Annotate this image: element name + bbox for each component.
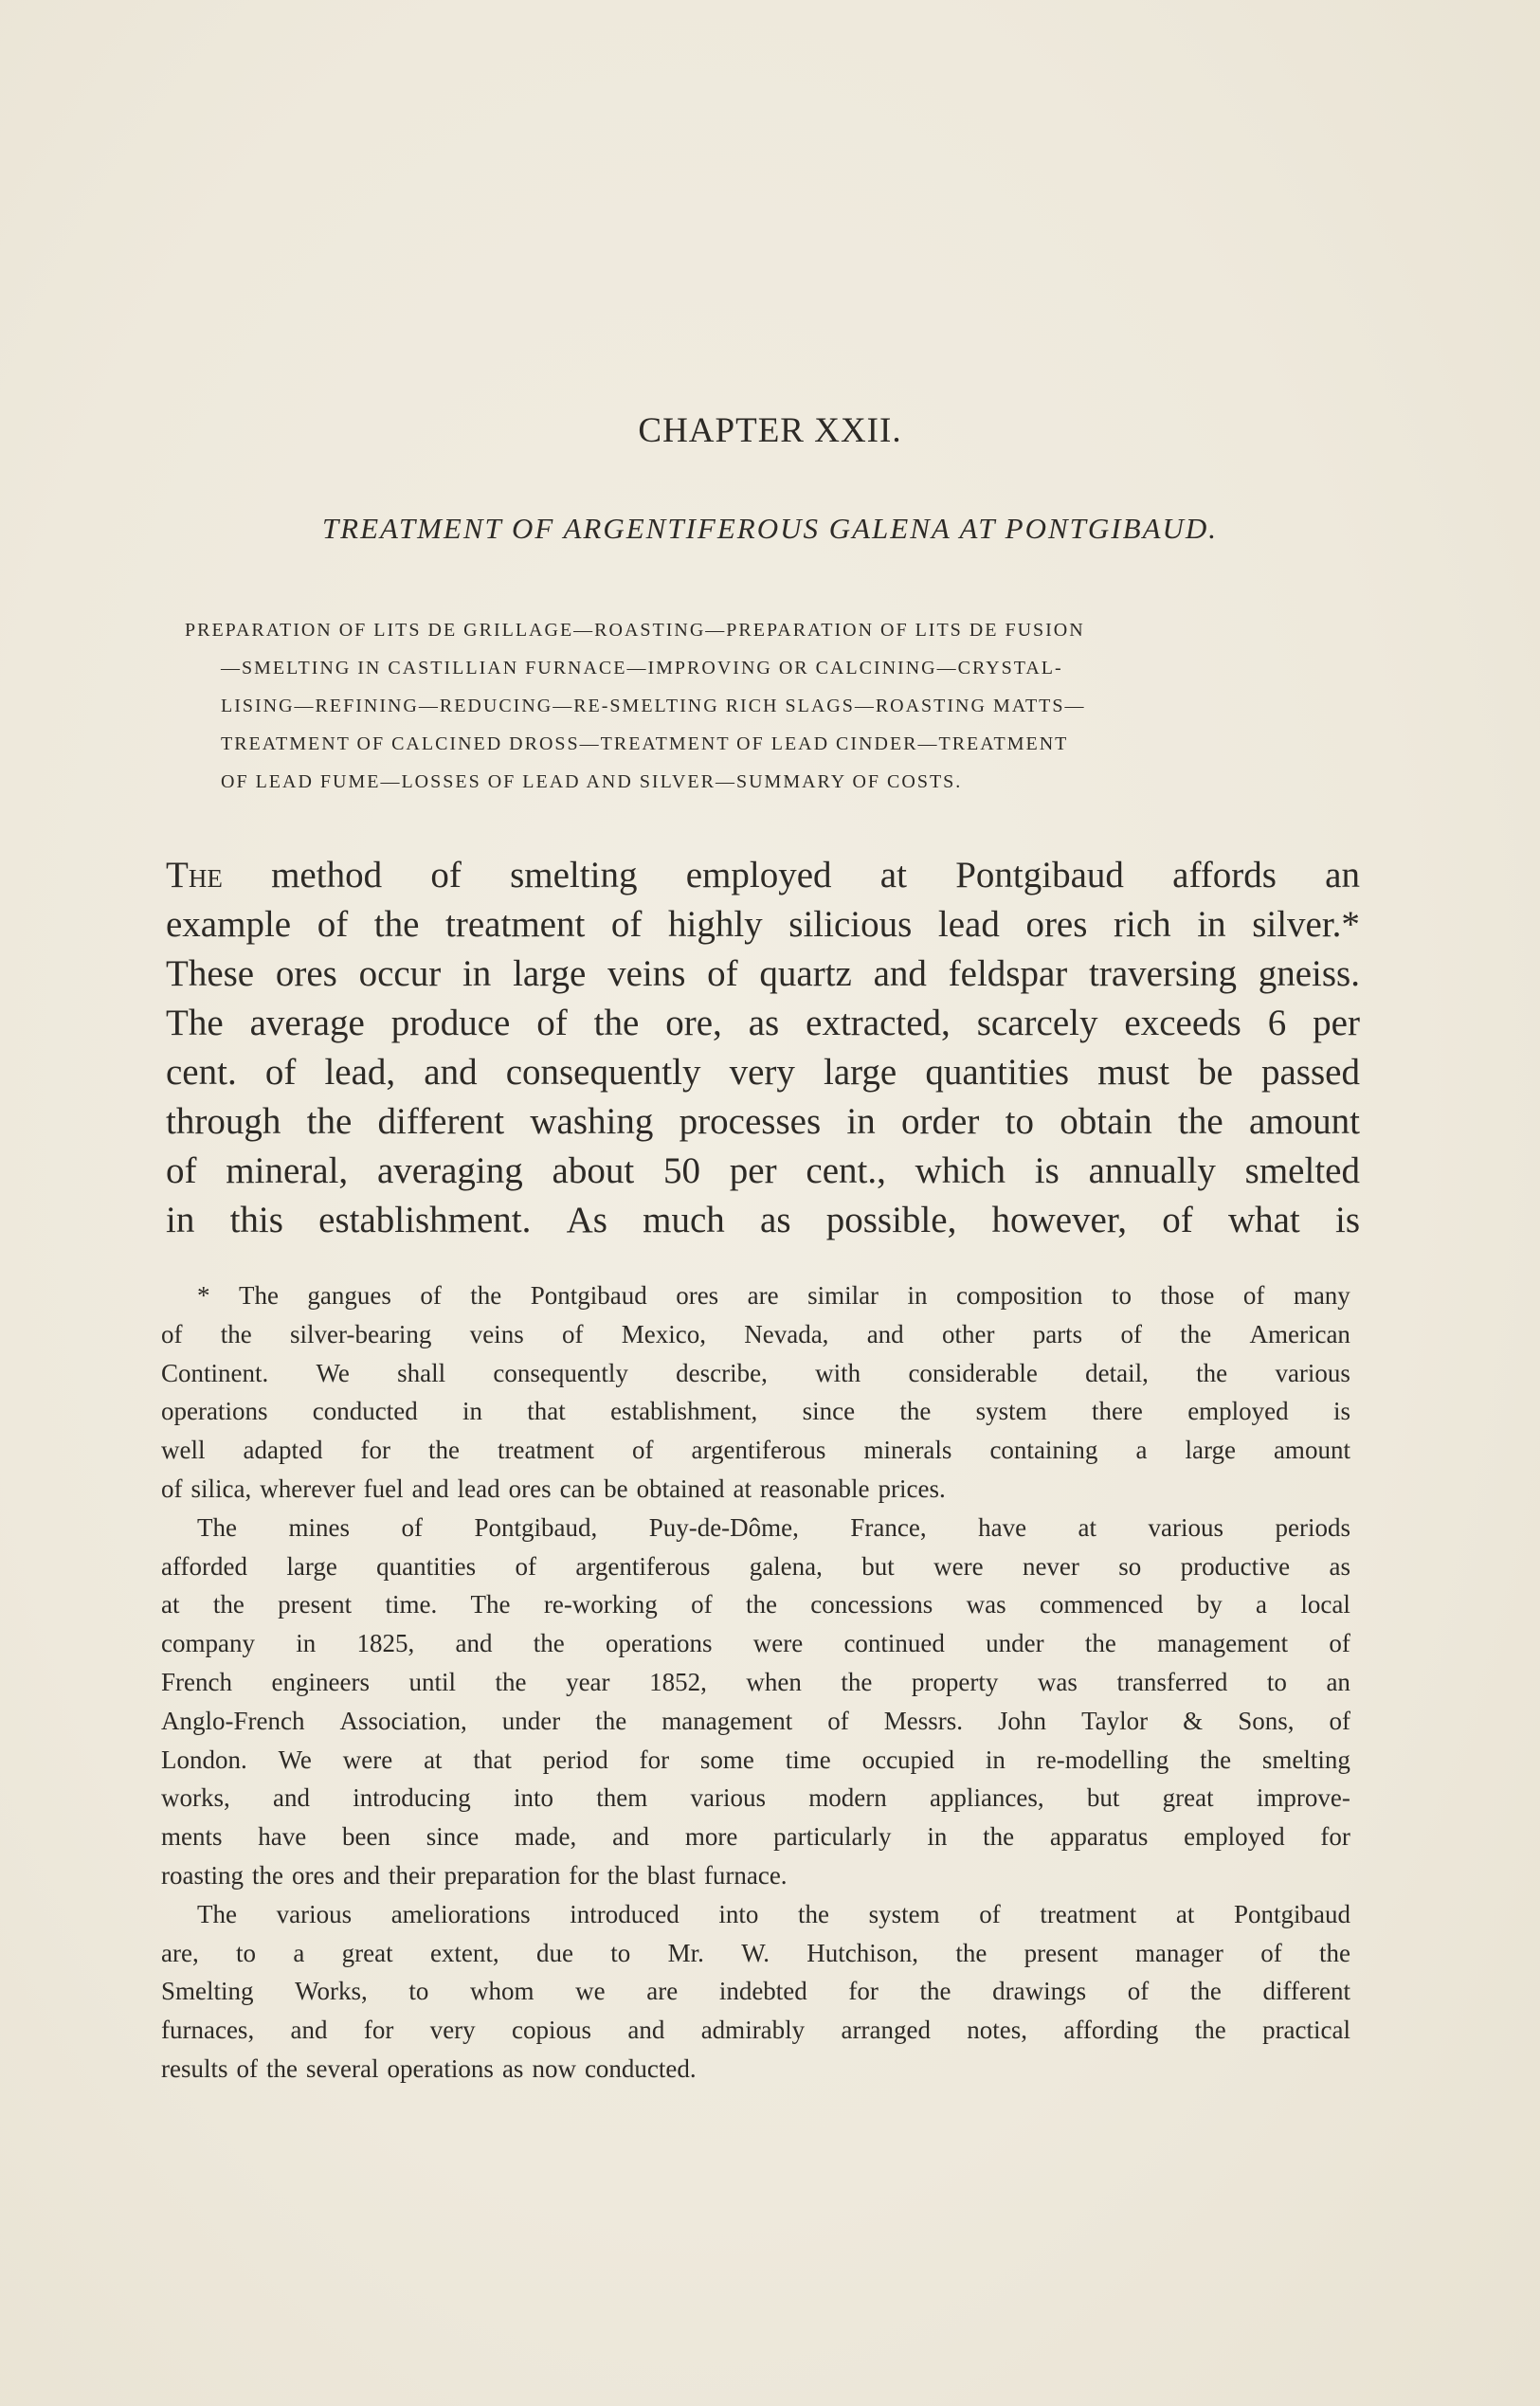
paragraph-line: in this establishment. As much as possible, however, of what is bbox=[166, 1200, 1360, 1240]
footnote-line: Anglo-French Association, under the management of Messrs. John Taylor & Sons, of bbox=[161, 1706, 1350, 1735]
chapter-synopsis bbox=[185, 611, 1360, 801]
paragraph-line: The average produce of the ore, as extracted, scarcely exceeds 6 per bbox=[166, 1003, 1360, 1043]
footnote-line: well adapted for the treatment of argentiferous minerals containing a large amount bbox=[161, 1436, 1350, 1465]
footnote-line: operations conducted in that establishment, since the system there employed is bbox=[161, 1397, 1350, 1426]
footnote-line: London. We were at that period for some time occupied in re-modelling the smelting bbox=[161, 1745, 1350, 1774]
footnote-line: furnaces, and for very copious and admirably arranged notes, affording the practical bbox=[161, 2016, 1350, 2045]
paragraph-line: cent. of lead, and consequently very large quantities must be passed bbox=[166, 1052, 1360, 1093]
paragraph-line: through the different washing processes in order to obtain the amount bbox=[166, 1101, 1360, 1142]
footnote-line: ments have been since made, and more particularly in the apparatus employed for bbox=[161, 1822, 1350, 1852]
footnote-line: roasting the ores and their preparation for the blast furnace. bbox=[161, 1860, 788, 1890]
paragraph-line: example of the treatment of highly silicious lead ores rich in silver.* bbox=[166, 904, 1360, 945]
synopsis-line: TREATMENT OF CALCINED DROSS—TREATMENT OF LEAD CINDER—TREATMENT bbox=[221, 733, 1069, 754]
footnote-line: at the present time. The re-working of the concessions was commenced by a local bbox=[161, 1590, 1350, 1619]
footnote-line: The various ameliorations introduced into the system of treatment at Pontgibaud bbox=[197, 1899, 1350, 1928]
paragraph-line: These ores occur in large veins of quartz and feldspar traversing gneiss. bbox=[166, 953, 1360, 994]
footnote-line: of silica, wherever fuel and lead ores can be obtained at reasonable prices. bbox=[161, 1474, 946, 1503]
paragraph-line: of mineral, averaging about 50 per cent., which is annually smelted bbox=[166, 1150, 1360, 1191]
paragraph-line: The method of smelting employed at Pontgibaud affords an bbox=[166, 851, 1360, 900]
footnote-line: results of the several operations as now conducted. bbox=[161, 2053, 697, 2083]
footnotes bbox=[161, 1276, 1350, 2089]
footnote-line: company in 1825, and the operations were continued under the management of bbox=[161, 1629, 1350, 1658]
synopsis-line: —SMELTING IN CASTILLIAN FURNACE—IMPROVING OR CALCINING—CRYSTAL- bbox=[221, 658, 1063, 678]
footnote-line: Continent. We shall consequently describe, with considerable detail, the various bbox=[161, 1358, 1350, 1387]
footnote-line: The mines of Pontgibaud, Puy-de-Dôme, France, have at various periods bbox=[197, 1512, 1350, 1542]
footnote-line: of the silver-bearing veins of Mexico, Nevada, and other parts of the American bbox=[161, 1319, 1350, 1348]
main-paragraph bbox=[166, 851, 1360, 1245]
footnote-line: French engineers until the year 1852, when the property was transferred to an bbox=[161, 1667, 1350, 1696]
synopsis-line: PREPARATION OF LITS DE GRILLAGE—ROASTING—PREPARATION OF LITS DE FUSION bbox=[185, 620, 1085, 641]
footnote-line: Smelting Works, to whom we are indebted for the drawings of the different bbox=[161, 1977, 1350, 2006]
lead-word: The bbox=[166, 855, 223, 895]
footnote-line: * The gangues of the Pontgibaud ores are similar in composition to those of many bbox=[197, 1281, 1350, 1310]
footnote-line: afforded large quantities of argentiferous galena, but were never so productive as bbox=[161, 1551, 1350, 1581]
synopsis-line: LISING—REFINING—REDUCING—RE-SMELTING RICH SLAGS—ROASTING MATTS— bbox=[221, 696, 1086, 716]
chapter-heading: CHAPTER XXII. bbox=[638, 411, 902, 450]
synopsis-line: OF LEAD FUME—LOSSES OF LEAD AND SILVER—SUMMARY OF COSTS. bbox=[221, 771, 963, 792]
footnote-line: are, to a great extent, due to Mr. W. Hutchison, the present manager of the bbox=[161, 1938, 1350, 1967]
chapter-title: TREATMENT OF ARGENTIFEROUS GALENA AT PONTGIBAUD. bbox=[321, 512, 1219, 545]
footnote-line: works, and introducing into them various modern appliances, but great improve- bbox=[161, 1783, 1350, 1813]
